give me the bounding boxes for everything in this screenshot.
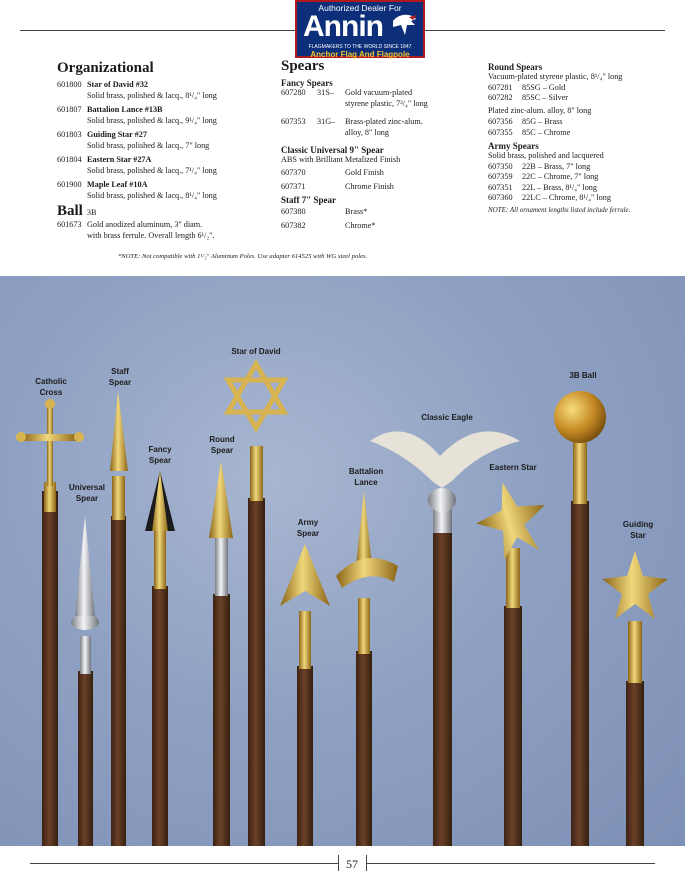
army-spear-pole	[280, 544, 330, 846]
spears-section: Fancy Spears 607280 31S– Gold vacuum-plated styrene plastic, 7³/₄" long 607353 31G– Brass-plated zinc-alum. alloy, 8" long Classic Universal 9" Spear ABS with Brilliant Metalized Finish 607370 Gold Finish 607371 Chrome Finish Staff 7" Spear 607380 Brass* 607382 Chrome*	[281, 78, 471, 232]
list-item: 607350 22B – Brass, 7" long	[488, 161, 591, 171]
logo-subtitle: Anchor Flag And Flagpole	[310, 50, 410, 59]
label-classic-eagle: Classic Eagle	[421, 413, 473, 422]
logo-top: Authorized Dealer For	[318, 3, 402, 13]
label-guiding-star: Guiding Star	[622, 520, 654, 540]
label-staff-spear: Staff Spear	[108, 367, 132, 387]
guiding-star-pole	[602, 551, 668, 846]
spears-title: Spears	[281, 58, 325, 74]
annin-logo	[295, 0, 425, 58]
fancy-spear-pole	[145, 471, 175, 846]
page-number: 57	[346, 857, 358, 871]
ornaments-photo	[0, 276, 685, 846]
compatibility-note: *NOTE: Not compatible with 1¹/₂" Aluminum Poles. Use adapter 614525 with WG steel poles.	[118, 253, 368, 260]
organizational-list	[57, 80, 272, 202]
organizational-title: Organizational	[57, 60, 154, 76]
list-item: 601804 Eastern Star #27A Solid brass, polished & lacq., 7¹/₄" long	[57, 155, 217, 175]
ball-section: Ball 3B 601673 Gold anodized aluminum, 3" diam. with brass ferrule. Overall length 6¹/₂".	[57, 203, 215, 240]
label-star-of-david: Star of David	[231, 347, 281, 356]
list-item: 607359 22C – Chrome, 7" long	[488, 172, 599, 181]
round-spears-section: Round Spears Vacuum-plated styrene plastic, 8¹/₄" long 607281 85SG – Gold 607282 85SC – Silver Plated zinc-alum. alloy, 8" long 607356 85G – Brass 607355 85C – Chrome Army Spears Solid brass, polished and lacquered 607350 22B – Brass, 7" long 607359 22C – Chrome, 7" long 607351 22L – Brass, 8¹/₄" long 607360 22LC – Chrome, 8¹/₄" long NOTE: All ornament lengths listed include ferrule.	[488, 62, 668, 215]
label-eastern-star: Eastern Star	[489, 463, 537, 472]
list-item: 601803 Guiding Star #27 Solid brass, polished & lacq., 7" long	[57, 130, 210, 150]
ornaments-illustration	[0, 276, 685, 846]
list-item: 601900 Maple Leaf #10A Solid brass, polished & lacq., 8¹/₄" long	[57, 180, 217, 200]
staff-spear-pole	[110, 391, 128, 846]
eastern-star-pole	[468, 473, 556, 846]
battalion-lance-pole	[336, 491, 398, 846]
list-item: 601807 Battalion Lance #13B Solid brass, polished & lacq., 9¹/₄" long	[57, 105, 217, 125]
3b-ball-pole	[554, 391, 606, 846]
star-of-david-pole	[228, 364, 284, 846]
logo-tagline: FLAGMAKERS TO THE WORLD SINCE 1847	[308, 44, 412, 50]
classic-eagle-pole	[370, 431, 520, 846]
footer-rule-right	[367, 863, 655, 864]
list-item: 607355 85C – Chrome	[488, 127, 571, 137]
list-item: 601800 Star of David #32 Solid brass, polished & lacq., 8¹/₄" long	[57, 80, 217, 100]
list-item: 607360 22LC – Chrome, 8¹/₄" long	[488, 193, 611, 202]
list-item: 607351 22L – Brass, 8¹/₄" long	[488, 182, 597, 192]
footer-tick-left	[338, 855, 339, 871]
list-item: 607281 85SG – Gold	[488, 82, 566, 92]
universal-spear-pole	[71, 516, 99, 846]
label-army-spear: Army Spear	[296, 518, 320, 538]
list-item: 607356 85G – Brass	[488, 117, 563, 126]
label-3b-ball: 3B Ball	[569, 371, 597, 380]
footer-rule-left	[30, 863, 338, 864]
label-fancy-spear: Fancy Spear	[148, 445, 172, 465]
label-battalion-lance: Battalion Lance	[348, 467, 384, 487]
label-catholic-cross: Catholic Cross	[35, 377, 67, 397]
list-item: 607280 31S– Gold vacuum-plated styrene plastic, 7³/₄" long	[281, 88, 428, 108]
eagle-icon	[389, 11, 419, 41]
logo-brand: Annin	[303, 10, 383, 43]
list-item: 607371 Chrome Finish	[281, 182, 394, 191]
label-round-spear: Round Spear	[209, 435, 235, 455]
list-item: 607382 Chrome*	[281, 221, 376, 230]
list-item: 607370 Gold Finish	[281, 167, 384, 177]
list-item: 607282 85SC – Silver	[488, 93, 568, 102]
label-universal-spear: Universal Spear	[68, 483, 106, 503]
list-item: 607380 Brass*	[281, 206, 368, 216]
round-spear-pole	[209, 461, 233, 846]
list-item: 607353 31G– Brass-plated zinc-alum. alloy, 8" long	[281, 117, 423, 137]
